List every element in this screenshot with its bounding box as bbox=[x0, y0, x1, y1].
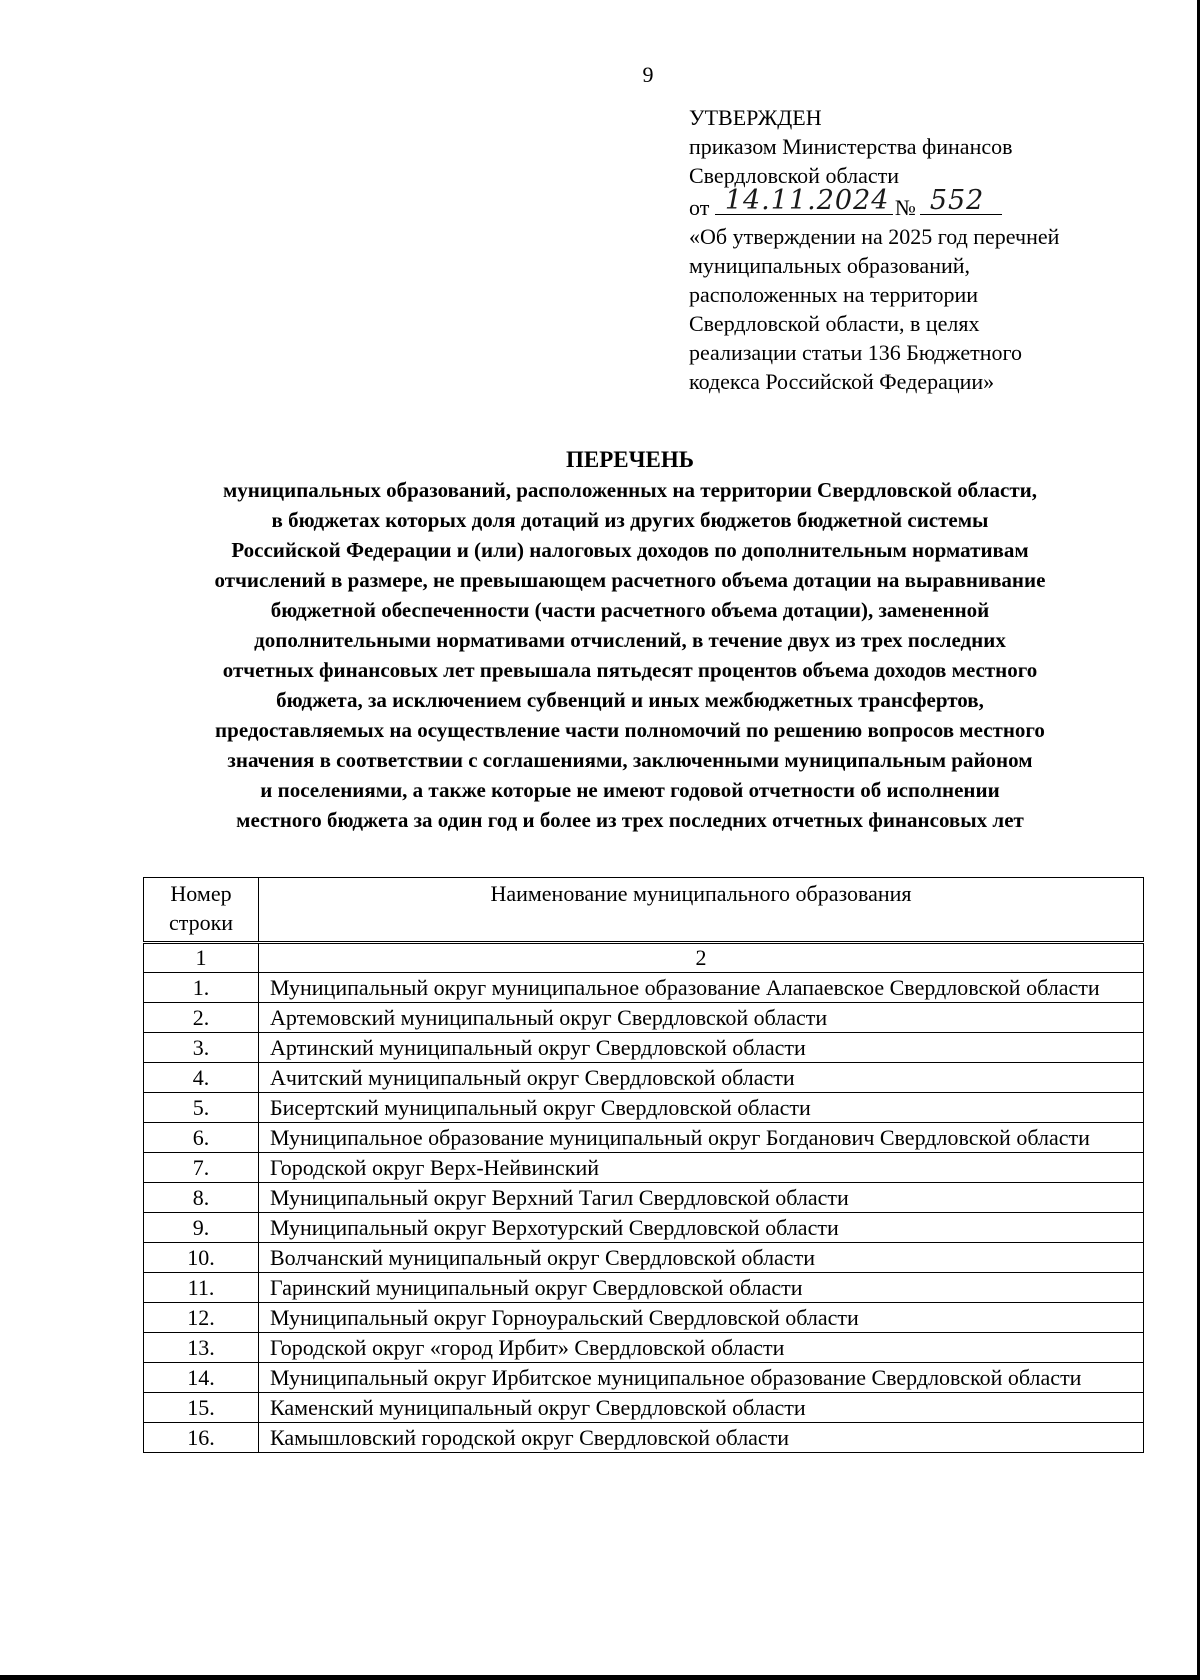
approval-region: Свердловской области bbox=[689, 163, 899, 188]
table-row bbox=[144, 1093, 1144, 1123]
municipality-name-cell: Каменский муниципальный округ Свердловской области bbox=[259, 1393, 1144, 1423]
number-underline bbox=[920, 185, 1002, 216]
page-number-text: 9 bbox=[642, 62, 654, 87]
subtitle-line: предоставляемых на осуществление части полномочий по решению вопросов местного bbox=[215, 718, 1045, 742]
row-number-cell: 12. bbox=[144, 1303, 259, 1333]
municipality-name-cell: Муниципальный округ Ирбитское муниципальное образование Свердловской области bbox=[259, 1363, 1144, 1393]
table-row bbox=[144, 1243, 1144, 1273]
municipality-name-cell: Городской округ Верх-Нейвинский bbox=[259, 1153, 1144, 1183]
subtitle-line: и поселениями, а также которые не имеют годовой отчетности об исполнении bbox=[260, 778, 1000, 802]
subtitle-line: Российской Федерации и (или) налоговых доходов по дополнительным нормативам bbox=[231, 538, 1029, 562]
approval-quote-line: «Об утверждении на 2025 год перечней bbox=[689, 224, 1060, 249]
row-number-cell: 4. bbox=[144, 1063, 259, 1093]
municipality-name-cell: Муниципальный округ муниципальное образование Алапаевское Свердловской области bbox=[259, 973, 1144, 1003]
column-header-row-number bbox=[144, 878, 259, 943]
date-underline bbox=[715, 185, 893, 216]
table-row bbox=[144, 1063, 1144, 1093]
table-row bbox=[144, 973, 1144, 1003]
document-subtitle bbox=[120, 475, 1140, 835]
subtitle-line: отчислений в размере, не превышающем расчетного объема дотации на выравнивание bbox=[214, 568, 1046, 592]
municipalities-table bbox=[143, 877, 1144, 1453]
row-number-cell: 2. bbox=[144, 1003, 259, 1033]
column-index-row bbox=[144, 943, 1144, 973]
column-index-1: 1 bbox=[144, 943, 259, 973]
approval-date-number-line bbox=[689, 185, 1159, 222]
row-number-cell: 5. bbox=[144, 1093, 259, 1123]
subtitle-line: дополнительными нормативами отчислений, в течение двух из трех последних bbox=[254, 628, 1006, 652]
table-row bbox=[144, 1363, 1144, 1393]
subtitle-line: значения в соответствии с соглашениями, заключенными муниципальным районом bbox=[227, 748, 1033, 772]
municipality-name-cell: Муниципальный округ Верхотурский Свердловской области bbox=[259, 1213, 1144, 1243]
column-header-row-number-line2: строки bbox=[168, 910, 234, 935]
subtitle-line: бюджетной обеспеченности (части расчетного объема дотации), замененной bbox=[270, 598, 990, 622]
table-row bbox=[144, 1303, 1144, 1333]
handwritten-number: 552 bbox=[929, 185, 985, 216]
subtitle-line: муниципальных образований, расположенных на территории Свердловской области, bbox=[223, 478, 1037, 502]
row-number-cell: 9. bbox=[144, 1213, 259, 1243]
handwritten-date: 14.11.2024 bbox=[724, 185, 890, 216]
page-edge-bottom bbox=[0, 1675, 1200, 1680]
municipality-name-cell: Артинский муниципальный округ Свердловской области bbox=[259, 1033, 1144, 1063]
page-number bbox=[0, 62, 1200, 88]
table-row bbox=[144, 1273, 1144, 1303]
table-body bbox=[144, 943, 1144, 1453]
approval-quote-line: реализации статьи 136 Бюджетного bbox=[689, 340, 1022, 365]
municipality-name-cell: Камышловский городской округ Свердловской области bbox=[259, 1423, 1144, 1453]
municipality-name-cell: Муниципальный округ Верхний Тагил Свердловской области bbox=[259, 1183, 1144, 1213]
row-number-cell: 10. bbox=[144, 1243, 259, 1273]
table-row bbox=[144, 1333, 1144, 1363]
column-header-row-number-line1: Номер bbox=[170, 881, 232, 906]
subtitle-line: в бюджетах которых доля дотаций из других бюджетов бюджетной системы bbox=[271, 508, 989, 532]
row-number-cell: 8. bbox=[144, 1183, 259, 1213]
table-row bbox=[144, 1153, 1144, 1183]
column-index-2: 2 bbox=[259, 943, 1144, 973]
approval-quote-line: расположенных на территории bbox=[689, 282, 979, 307]
table-row bbox=[144, 1033, 1144, 1063]
municipality-name-cell: Гаринский муниципальный округ Свердловской области bbox=[259, 1273, 1144, 1303]
subtitle-line: бюджета, за исключением субвенций и иных межбюджетных трансфертов, bbox=[276, 688, 984, 712]
approval-quote-line: Свердловской области, в целях bbox=[689, 311, 980, 336]
approval-title: УТВЕРЖДЕН bbox=[689, 105, 822, 130]
municipality-name-cell: Бисертский муниципальный округ Свердловской области bbox=[259, 1093, 1144, 1123]
approval-stamp-block bbox=[689, 103, 1159, 396]
table-header-row bbox=[144, 878, 1144, 943]
from-label: от bbox=[689, 195, 710, 220]
table-row bbox=[144, 1123, 1144, 1153]
column-header-name: Наименование муниципального образования bbox=[259, 878, 1144, 943]
municipality-name-cell: Волчанский муниципальный округ Свердловской области bbox=[259, 1243, 1144, 1273]
row-number-cell: 7. bbox=[144, 1153, 259, 1183]
municipality-name-cell: Ачитский муниципальный округ Свердловской области bbox=[259, 1063, 1144, 1093]
document-title-block bbox=[120, 445, 1140, 835]
row-number-cell: 14. bbox=[144, 1363, 259, 1393]
table-row bbox=[144, 1213, 1144, 1243]
row-number-cell: 6. bbox=[144, 1123, 259, 1153]
document-title: ПЕРЕЧЕНЬ bbox=[566, 447, 694, 472]
number-label: № bbox=[894, 195, 916, 220]
row-number-cell: 16. bbox=[144, 1423, 259, 1453]
table-row bbox=[144, 1183, 1144, 1213]
row-number-cell: 3. bbox=[144, 1033, 259, 1063]
municipality-name-cell: Артемовский муниципальный округ Свердловской области bbox=[259, 1003, 1144, 1033]
table-row bbox=[144, 1003, 1144, 1033]
table-row bbox=[144, 1423, 1144, 1453]
municipality-name-cell: Муниципальное образование муниципальный округ Богданович Свердловской области bbox=[259, 1123, 1144, 1153]
municipality-name-cell: Городской округ «город Ирбит» Свердловской области bbox=[259, 1333, 1144, 1363]
approval-quote-line: муниципальных образований, bbox=[689, 253, 971, 278]
subtitle-line: местного бюджета за один год и более из трех последних отчетных финансовых лет bbox=[236, 808, 1024, 832]
approval-issuer: приказом Министерства финансов bbox=[689, 134, 1013, 159]
row-number-cell: 1. bbox=[144, 973, 259, 1003]
row-number-cell: 13. bbox=[144, 1333, 259, 1363]
table-row bbox=[144, 1393, 1144, 1423]
row-number-cell: 11. bbox=[144, 1273, 259, 1303]
subtitle-line: отчетных финансовых лет превышала пятьдесят процентов объема доходов местного bbox=[222, 658, 1038, 682]
row-number-cell: 15. bbox=[144, 1393, 259, 1423]
municipality-name-cell: Муниципальный округ Горноуральский Свердловской области bbox=[259, 1303, 1144, 1333]
approval-quote-line: кодекса Российской Федерации» bbox=[689, 369, 995, 394]
